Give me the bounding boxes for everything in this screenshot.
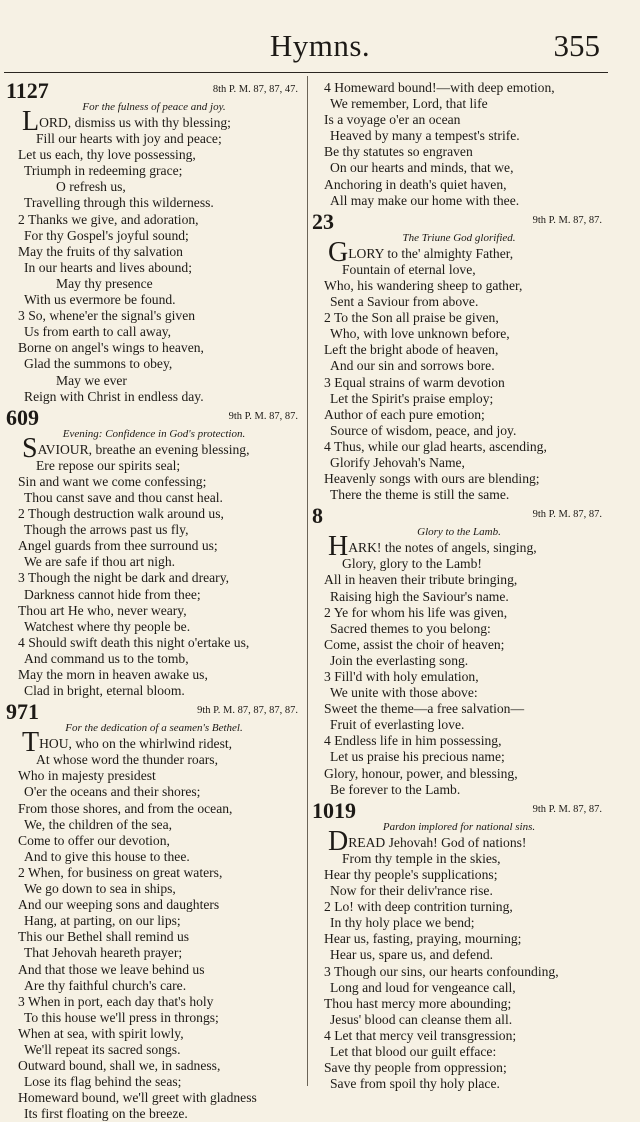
page-number: 355 [553, 28, 600, 63]
verse-line: Its first floating on the breeze. [24, 1106, 188, 1122]
verse-line: Come to offer our devotion, [18, 832, 170, 848]
verse-line: Let the Spirit's praise employ; [330, 390, 494, 406]
verse-line: From thy temple in the skies, [342, 850, 501, 866]
verse-line: ARK! the notes of angels, singing, [348, 540, 537, 556]
drop-cap: H [328, 531, 349, 563]
verse-line: Hear us, fasting, praying, mourning; [324, 931, 522, 947]
verse-line: Come, assist the choir of heaven; [324, 636, 505, 652]
verse-line: Sin and want we come confessing; [18, 473, 207, 489]
verse-line: We remember, Lord, that life [330, 96, 488, 112]
verse-line: 2 Thanks we give, and adoration, [18, 211, 199, 227]
verse-line: Are thy faithful church's care. [24, 977, 187, 993]
verse-line: Outward bound, shall we, in sadness, [18, 1058, 221, 1074]
verse-line: And to give this house to thee. [24, 848, 190, 864]
verse-line: Save from spoil thy holy place. [330, 1076, 500, 1092]
verse-line: There the theme is still the same. [330, 487, 510, 503]
verse-line: And command us to the tomb, [24, 650, 189, 666]
verse-line: Borne on angel's wings to heaven, [18, 340, 204, 356]
header-rule [4, 72, 608, 73]
hymn-subtitle: Glory to the Lamb. [417, 526, 501, 539]
verse-line: Clad in bright, eternal bloom. [24, 683, 185, 699]
hymn-609 [6, 404, 302, 700]
verse-line: We are safe if thou art nigh. [24, 554, 176, 570]
verse-line: Watchest where thy people be. [24, 618, 191, 634]
verse-line: Left the bright abode of heaven, [324, 342, 499, 358]
hymn-23 [312, 208, 606, 504]
verse-line: May the fruits of thy salvation [18, 243, 183, 259]
verse-line: Raising high the Saviour's name. [330, 588, 509, 604]
verse-line: Glory, honour, power, and blessing, [324, 765, 518, 781]
verse-line: Jesus' blood can cleanse them all. [330, 1011, 513, 1027]
running-title: Hymns. [269, 28, 371, 63]
verse-line: Darkness cannot hide from thee; [24, 586, 201, 602]
verse-line: May the morn in heaven awake us, [18, 667, 208, 682]
verse-line: Homeward bound, we'll greet with gladness [18, 1090, 257, 1106]
verse-line: 3 So, whene'er the signal's given [18, 308, 196, 324]
verse-line: Now for their deliv'rance rise. [330, 883, 493, 899]
verse-line: At whose word the thunder roars, [36, 752, 218, 768]
verse-line: Who, with love unknown before, [330, 326, 510, 342]
verse-line: Let us praise his precious name; [330, 749, 505, 765]
hymn-subtitle: For the dedication of a seamen's Bethel. [65, 722, 243, 735]
verse-line: Lose its flag behind the seas; [24, 1074, 182, 1090]
verse-line: 2 To the Son all praise be given, [324, 310, 499, 326]
verse-line: 4 Endless life in him possessing, [324, 733, 502, 749]
verse-line: READ Jehovah! God of nations! [348, 834, 527, 850]
right-column [312, 80, 606, 1092]
hymn-8 [312, 505, 606, 798]
verse-line: Be thy statutes so engraven [324, 144, 473, 160]
verse-line: Heavenly songs with ours are blending; [324, 471, 540, 487]
verse-line: Sacred themes to you belong: [330, 620, 491, 636]
verse-line: May thy presence [56, 275, 153, 291]
verse-line: Author of each pure emotion; [324, 406, 485, 422]
verse-line: Ere repose our spirits seal; [36, 457, 181, 473]
verse-line: Join the everlasting song. [330, 652, 469, 668]
verse-line: 4 Should swift death this night o'ertake us, [18, 634, 250, 650]
verse-line: Who, his wandering sheep to gather, [324, 277, 523, 293]
verse-line: All in heaven their tribute bringing, [324, 572, 518, 588]
verse-line: Save thy people from oppression; [324, 1060, 507, 1076]
drop-cap: G [328, 236, 349, 268]
verse-line: HOU, who on the whirlwind ridest, [39, 736, 233, 752]
verse-line: In our hearts and lives abound; [24, 259, 192, 275]
verse-line: May we ever [56, 372, 127, 388]
verse-line: We'll repeat its sacred songs. [24, 1041, 181, 1057]
verse-line: ORD, dismiss us with thy blessing; [39, 115, 231, 130]
verse-line: O'er the oceans and their shores; [24, 784, 201, 800]
hymn-meter: 9th P. M. 87, 87, 87, 87. [197, 705, 298, 717]
verse-line: For thy Gospel's joyful sound; [24, 227, 189, 243]
verse-line: Hang, at parting, on our lips; [24, 913, 181, 929]
verse-line: We unite with those above: [330, 685, 478, 701]
verse-line: Hear thy people's supplications; [324, 866, 498, 882]
hymn-1127 [6, 80, 302, 405]
verse-line: Travelling through this wilderness. [24, 195, 214, 211]
verse-line: We go down to sea in ships, [24, 881, 176, 897]
verse-line: 4 Homeward bound!—with deep emotion, [324, 80, 555, 95]
hymn-meter: 9th P. M. 87, 87. [532, 803, 602, 815]
hymn-1019 [312, 797, 606, 1093]
verse-line: Heaved by many a tempest's strife. [330, 128, 520, 144]
verse-line: Fruit of everlasting love. [330, 717, 465, 733]
verse-line: Let that blood our guilt efface: [330, 1043, 497, 1059]
hymn-number: 609 [6, 404, 39, 430]
hymn-971 [6, 701, 302, 1122]
hymn-number: 1019 [312, 797, 356, 823]
page-header [0, 22, 640, 66]
drop-cap: S [22, 432, 38, 464]
verse-line: Glory, glory to the Lamb! [342, 556, 482, 572]
verse-line: Anchoring in death's quiet haven, [324, 176, 507, 192]
verse-line: We, the children of the sea, [24, 816, 172, 832]
verse-line: When at sea, with spirit lowly, [18, 1025, 184, 1041]
verse-line: 3 When in port, each day that's holy [18, 993, 214, 1009]
drop-cap: L [22, 106, 40, 137]
verse-line: AVIOUR, breathe an evening blessing, [37, 441, 250, 457]
verse-line: Sweet the theme—a free salvation— [324, 701, 525, 717]
left-column [6, 80, 302, 1122]
verse-line: 2 Though destruction walk around us, [18, 506, 224, 522]
verse-line: O refresh us, [56, 179, 126, 195]
verse-line: 3 Equal strains of warm devotion [324, 374, 505, 390]
verse-line: Sent a Saviour from above. [330, 294, 479, 310]
column-divider [307, 76, 308, 1086]
hymn-subtitle: For the fulness of peace and joy. [82, 101, 226, 113]
verse-line: Be forever to the Lamb. [330, 781, 461, 797]
verse-line: Thou hast mercy more abounding; [324, 995, 512, 1011]
verse-line: Reign with Christ in endless day. [24, 388, 204, 404]
verse-line: Though the arrows past us fly, [24, 522, 189, 538]
hymn-subtitle: The Triune God glorified. [402, 231, 516, 244]
verse-line: Source of wisdom, peace, and joy. [330, 422, 517, 438]
drop-cap: T [22, 727, 40, 759]
verse-line: And that those we leave behind us [18, 961, 205, 977]
verse-line: 4 Let that mercy veil transgression; [324, 1027, 517, 1043]
hymn-meter: 9th P. M. 87, 87. [228, 410, 298, 422]
verse-line: 2 Ye for whom his life was given, [324, 604, 508, 620]
verse-line: 3 Though the night be dark and dreary, [18, 570, 230, 586]
verse-line: 3 Though our sins, our hearts confounding, [324, 963, 559, 979]
hymn-subtitle: Pardon implored for national sins. [382, 820, 536, 833]
verse-line: Is a voyage o'er an ocean [324, 112, 461, 128]
verse-line: All may make our home with thee. [330, 192, 520, 208]
verse-line: That Jehovah heareth prayer; [24, 945, 183, 961]
verse-line: Triumph in redeeming grace; [24, 163, 183, 179]
hymn-meter: 8th P. M. 87, 87, 47. [212, 84, 298, 95]
verse-line: In thy holy place we bend; [330, 915, 475, 931]
verse-line: 2 Lo! with deep contrition turning, [324, 899, 513, 915]
verse-line: On our hearts and minds, that we, [330, 160, 514, 176]
verse-line: And our weeping sons and daughters [18, 897, 220, 913]
verse-line: 2 When, for business on great waters, [18, 864, 223, 880]
verse-line: This our Bethel shall remind us [18, 929, 190, 945]
verse-line: 3 Fill'd with holy emulation, [324, 669, 479, 684]
hymn-number: 971 [6, 699, 39, 725]
drop-cap: D [328, 825, 349, 857]
hymn-number: 23 [312, 208, 334, 234]
verse-line: Glorify Jehovah's Name, [330, 454, 465, 470]
verse-line: Let us each, thy love possessing, [18, 147, 196, 163]
verse-line: From those shores, and from the ocean, [18, 800, 233, 816]
verse-line: To this house we'll press in throngs; [24, 1009, 219, 1025]
verse-line: Fill our hearts with joy and peace; [36, 131, 222, 147]
verse-line: Hear us, spare us, and defend. [330, 947, 494, 963]
verse-line: Glad the summons to obey, [24, 356, 173, 372]
verse-line: Who in majesty presidest [18, 768, 156, 784]
verse-line: 4 Thus, while our glad hearts, ascending, [324, 438, 547, 454]
verse-line: Long and loud for vengeance call, [330, 979, 516, 995]
verse-line: Thou canst save and thou canst heal. [24, 489, 223, 505]
verse-line: With us evermore be found. [24, 292, 176, 308]
verse-line: Fountain of eternal love, [342, 261, 476, 277]
hymn-meter: 9th P. M. 87, 87. [532, 509, 602, 521]
hymn-meter: 9th P. M. 87, 87. [532, 214, 602, 226]
verse-line: And our sin and sorrows bore. [330, 358, 495, 374]
verse-line: LORY to the' almighty Father, [348, 245, 514, 261]
verse-line: Us from earth to call away, [24, 324, 172, 340]
verse-line: Angel guards from thee surround us; [18, 538, 218, 554]
hymn-971-continued [312, 80, 606, 209]
hymn-number: 1127 [6, 78, 49, 103]
hymn-subtitle: Evening: Confidence in God's protection. [62, 427, 246, 440]
hymn-number: 8 [312, 503, 323, 529]
verse-line: Thou art He who, never weary, [18, 602, 187, 618]
